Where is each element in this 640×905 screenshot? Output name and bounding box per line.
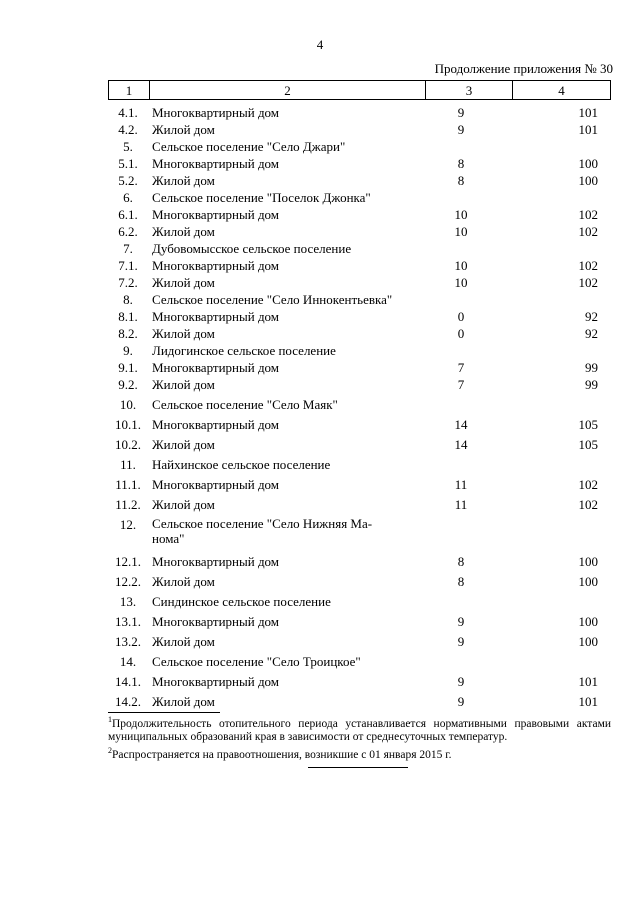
row-name: Многоквартирный дом bbox=[152, 309, 280, 324]
row-number: 10.2. bbox=[115, 437, 141, 452]
row-value-3: 9 bbox=[457, 694, 465, 709]
table-row bbox=[108, 342, 611, 359]
row-name: Жилой дом bbox=[152, 497, 215, 512]
row-value-4: 92 bbox=[585, 309, 598, 324]
row-number: 13.2. bbox=[115, 634, 141, 649]
row-number: 6.1. bbox=[118, 207, 138, 222]
row-value-3: 8 bbox=[457, 574, 465, 589]
page-number: 4 bbox=[316, 37, 324, 52]
row-number: 4.1. bbox=[118, 105, 138, 120]
row-value-3: 9 bbox=[457, 105, 465, 120]
table-row bbox=[108, 436, 611, 453]
row-name: Жилой дом bbox=[152, 634, 215, 649]
table-row bbox=[108, 325, 611, 342]
table-row bbox=[108, 376, 611, 393]
table-row bbox=[108, 633, 611, 650]
row-name: Синдинское сельское поселение bbox=[152, 594, 331, 609]
row-name: Многоквартирный дом bbox=[152, 477, 280, 492]
table-row bbox=[108, 308, 611, 325]
footnote-1: $^1$Продолжительность отопительного периода устанавливается нормативными правовыми актами муниципальных образований края в зависимости от среднесуточных температур. bbox=[108, 715, 611, 743]
table-row bbox=[108, 189, 611, 206]
row-value-3: 10 bbox=[454, 224, 468, 239]
row-name: Дубовомысское сельское поселение bbox=[152, 241, 352, 256]
row-value-4: 100 bbox=[578, 554, 598, 569]
table-row bbox=[108, 593, 611, 610]
table-row bbox=[108, 456, 611, 473]
row-value-4: 100 bbox=[578, 574, 598, 589]
table-row bbox=[108, 206, 611, 223]
row-name: Сельское поселение "Поселок Джонка" bbox=[152, 190, 371, 205]
table-row bbox=[108, 553, 611, 570]
row-number: 8.2. bbox=[118, 326, 138, 341]
row-value-3: 10 bbox=[454, 258, 468, 273]
row-name: Многоквартирный дом bbox=[152, 554, 280, 569]
row-value-4: 100 bbox=[578, 173, 598, 188]
row-number: 7. bbox=[123, 241, 133, 256]
row-name: Сельское поселение "Село Маяк" bbox=[152, 397, 338, 412]
row-name: Сельское поселение "Село Джари" bbox=[152, 139, 346, 154]
table-row bbox=[108, 274, 611, 291]
table-row bbox=[108, 673, 611, 690]
table-row bbox=[108, 223, 611, 240]
row-value-3: 9 bbox=[457, 122, 465, 137]
row-number: 9.2. bbox=[118, 377, 138, 392]
row-value-3: 14 bbox=[454, 417, 468, 432]
row-value-3: 10 bbox=[454, 207, 468, 222]
row-number: 5.1. bbox=[118, 156, 138, 171]
row-number: 7.1. bbox=[118, 258, 138, 273]
row-value-3: 9 bbox=[457, 634, 465, 649]
table-row bbox=[108, 516, 611, 550]
row-name: Многоквартирный дом bbox=[152, 417, 280, 432]
header-col-1: 1 bbox=[109, 81, 150, 100]
row-value-3: 14 bbox=[454, 437, 468, 452]
header-col-3: 3 bbox=[426, 81, 513, 100]
row-number: 14.2. bbox=[115, 694, 141, 709]
row-value-3: 7 bbox=[457, 377, 465, 392]
table-row bbox=[108, 138, 611, 155]
row-value-3: 0 bbox=[457, 326, 465, 341]
row-number: 5. bbox=[123, 139, 133, 154]
end-divider bbox=[308, 767, 408, 768]
row-name: Жилой дом bbox=[152, 377, 215, 392]
row-name: Многоквартирный дом bbox=[152, 674, 280, 689]
row-number: 10.1. bbox=[115, 417, 141, 432]
row-value-4: 102 bbox=[578, 275, 598, 290]
row-name: Сельское поселение "Село Троицкое" bbox=[152, 654, 361, 669]
row-value-3: 11 bbox=[454, 497, 468, 512]
row-value-4: 92 bbox=[585, 326, 598, 341]
table-row bbox=[108, 155, 611, 172]
row-value-4: 102 bbox=[578, 258, 598, 273]
footnote-2: $^2$Распространяется на правоотношения, возникшие с 01 января 2015 г. bbox=[108, 745, 452, 761]
header-col-4: 4 bbox=[513, 81, 611, 100]
row-name: Жилой дом bbox=[152, 224, 215, 239]
row-name: Жилой дом bbox=[152, 574, 215, 589]
row-number: 13. bbox=[119, 594, 137, 609]
row-number: 10. bbox=[119, 397, 137, 412]
row-value-4: 102 bbox=[578, 497, 598, 512]
row-number: 9.1. bbox=[118, 360, 138, 375]
continuation-label: Продолжение приложения № 30 bbox=[434, 61, 613, 76]
row-name: Многоквартирный дом bbox=[152, 156, 280, 171]
row-value-4: 101 bbox=[578, 105, 598, 120]
row-name: Жилой дом bbox=[152, 173, 215, 188]
row-number: 12. bbox=[119, 517, 137, 532]
table-row bbox=[108, 693, 611, 710]
table-row bbox=[108, 240, 611, 257]
row-number: 11. bbox=[120, 457, 136, 472]
row-value-4: 101 bbox=[578, 674, 598, 689]
row-value-4: 99 bbox=[585, 377, 598, 392]
header-col-2: 2 bbox=[150, 81, 426, 100]
row-value-3: 8 bbox=[457, 173, 465, 188]
table-row bbox=[108, 359, 611, 376]
row-value-3: 7 bbox=[457, 360, 465, 375]
row-name: Многоквартирный дом bbox=[152, 258, 280, 273]
row-value-3: 8 bbox=[457, 156, 465, 171]
row-number: 8.1. bbox=[118, 309, 138, 324]
row-number: 14.1. bbox=[115, 674, 141, 689]
row-value-4: 101 bbox=[578, 694, 598, 709]
row-value-4: 100 bbox=[578, 634, 598, 649]
row-value-4: 105 bbox=[578, 437, 598, 452]
row-value-4: 101 bbox=[578, 122, 598, 137]
table-row bbox=[108, 416, 611, 433]
row-number: 14. bbox=[119, 654, 137, 669]
table-row bbox=[108, 257, 611, 274]
row-number: 11.2. bbox=[115, 497, 141, 512]
row-value-4: 102 bbox=[578, 477, 598, 492]
row-name: Многоквартирный дом bbox=[152, 614, 280, 629]
row-value-3: 8 bbox=[457, 554, 465, 569]
row-number: 12.2. bbox=[115, 574, 141, 589]
row-number: 11.1. bbox=[115, 477, 141, 492]
row-value-3: 11 bbox=[454, 477, 468, 492]
table-row bbox=[108, 396, 611, 413]
row-number: 5.2. bbox=[118, 173, 138, 188]
row-number: 9. bbox=[123, 343, 133, 358]
row-number: 6.2. bbox=[118, 224, 138, 239]
row-number: 6. bbox=[123, 190, 133, 205]
row-number: 12.1. bbox=[115, 554, 141, 569]
row-number: 7.2. bbox=[118, 275, 138, 290]
table-row bbox=[108, 653, 611, 670]
row-value-3: 10 bbox=[454, 275, 468, 290]
row-name: Жилой дом bbox=[152, 437, 215, 452]
table-row bbox=[108, 172, 611, 189]
row-value-4: 102 bbox=[578, 207, 598, 222]
row-name: Многоквартирный дом bbox=[152, 360, 280, 375]
row-name: Жилой дом bbox=[152, 275, 215, 290]
row-name: Многоквартирный дом bbox=[152, 105, 280, 120]
row-number: 4.2. bbox=[118, 122, 138, 137]
row-value-3: 0 bbox=[457, 309, 465, 324]
row-name: Найхинское сельское поселение bbox=[152, 457, 331, 472]
row-value-4: 100 bbox=[578, 614, 598, 629]
row-value-4: 99 bbox=[585, 360, 598, 375]
row-value-4: 102 bbox=[578, 224, 598, 239]
row-value-4: 100 bbox=[578, 156, 598, 171]
row-name: Жилой дом bbox=[152, 694, 215, 709]
row-value-3: 9 bbox=[457, 674, 465, 689]
table-row bbox=[108, 573, 611, 590]
table-row bbox=[108, 121, 611, 138]
row-name: Сельское поселение "Село Иннокентьевка" bbox=[152, 292, 393, 307]
table-body bbox=[108, 104, 611, 710]
row-name: Лидогинское сельское поселение bbox=[152, 343, 336, 358]
table-row bbox=[108, 291, 611, 308]
row-name: Сельское поселение "Село Нижняя Ма- нома" bbox=[152, 516, 373, 546]
table-row bbox=[108, 496, 611, 513]
row-name: Многоквартирный дом bbox=[152, 207, 280, 222]
footnotes bbox=[108, 713, 611, 762]
table-row bbox=[108, 613, 611, 630]
table-row bbox=[108, 104, 611, 121]
row-number: 8. bbox=[123, 292, 133, 307]
row-value-3: 9 bbox=[457, 614, 465, 629]
row-number: 13.1. bbox=[115, 614, 141, 629]
table-header bbox=[108, 80, 611, 100]
row-value-4: 105 bbox=[578, 417, 598, 432]
table-row bbox=[108, 476, 611, 493]
row-name: Жилой дом bbox=[152, 122, 215, 137]
row-name: Жилой дом bbox=[152, 326, 215, 341]
